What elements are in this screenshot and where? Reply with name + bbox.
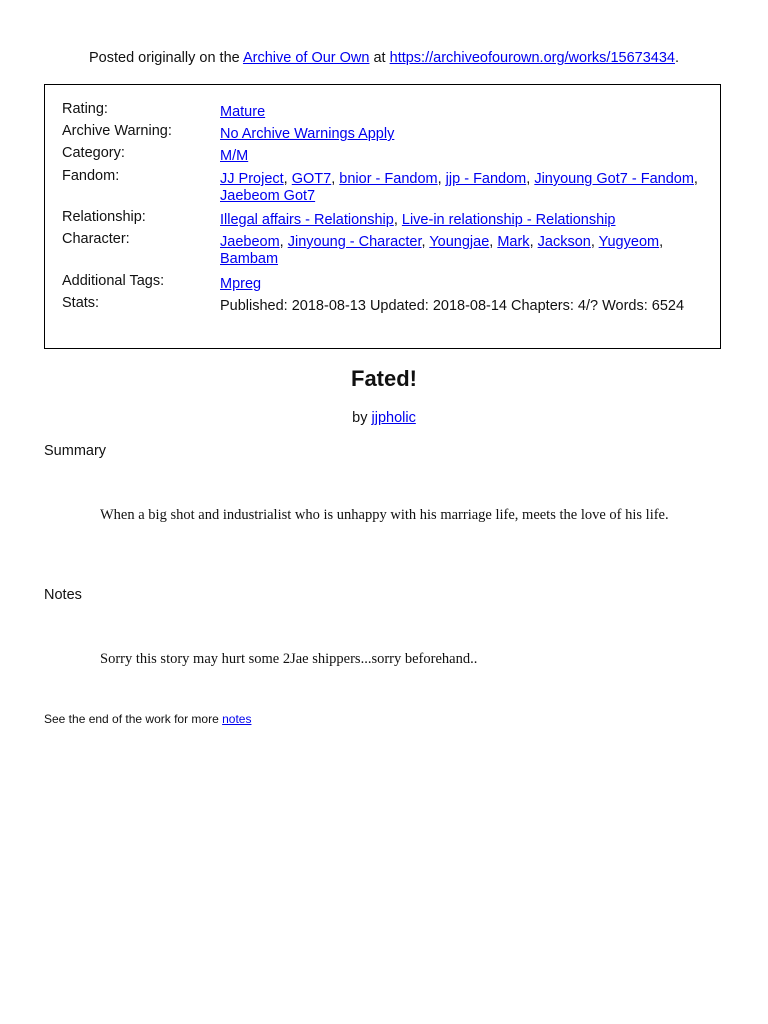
character-list: [220, 234, 710, 268]
fandom-link[interactable]: jjp - Fandom: [445, 171, 527, 187]
warning-link[interactable]: No Archive Warnings Apply: [220, 126, 395, 142]
archive-link[interactable]: Archive of Our Own: [242, 50, 370, 66]
category-link[interactable]: M/M: [220, 148, 249, 164]
separator: ,: [693, 171, 698, 187]
notes-text: Sorry this story may hurt some 2Jae shippers...sorry beforehand..: [100, 651, 478, 667]
relationship-label: Relationship:: [62, 209, 146, 225]
category-label: Category:: [62, 145, 125, 161]
fandom-label: Fandom:: [62, 168, 120, 184]
fandom-link[interactable]: Jinyoung Got7 - Fandom: [534, 171, 694, 187]
tag-link[interactable]: Mpreg: [220, 276, 262, 292]
work-meta-box: [44, 84, 721, 349]
fandom-list: [220, 171, 710, 205]
summary-heading: Summary: [44, 443, 107, 459]
rating-label: Rating:: [62, 101, 108, 117]
rating-link[interactable]: Mature: [220, 104, 266, 120]
separator: ,: [526, 171, 535, 187]
work-url-link[interactable]: https://archiveofourown.org/works/15673434: [389, 50, 675, 66]
end-notes-line: [44, 712, 251, 726]
posted-mid: at: [369, 50, 390, 66]
fandom-link[interactable]: Jaebeom Got7: [220, 188, 316, 204]
tags-label: Additional Tags:: [62, 273, 165, 289]
separator: ,: [331, 171, 340, 187]
character-label: Character:: [62, 231, 130, 247]
fandom-link[interactable]: bnior - Fandom: [339, 171, 438, 187]
end-notes-link[interactable]: notes: [222, 712, 252, 726]
separator: ,: [393, 212, 402, 228]
separator: ,: [283, 171, 292, 187]
character-link[interactable]: Jinyoung - Character: [287, 234, 422, 250]
warning-label: Archive Warning:: [62, 123, 172, 139]
fandom-link[interactable]: GOT7: [291, 171, 332, 187]
character-link[interactable]: Yugyeom: [598, 234, 660, 250]
separator: ,: [421, 234, 430, 250]
character-link[interactable]: Jaebeom: [220, 234, 280, 250]
posted-suffix: .: [674, 50, 679, 66]
summary-text: When a big shot and industrialist who is unhappy with his marriage life, meets the love of his life.: [100, 507, 669, 523]
work-title: Fated!: [351, 366, 417, 391]
author-link[interactable]: jjpholic: [371, 410, 416, 426]
relationship-link[interactable]: Illegal affairs - Relationship: [220, 212, 394, 228]
separator: ,: [590, 234, 599, 250]
separator: ,: [489, 234, 498, 250]
notes-heading: Notes: [44, 587, 82, 603]
by-label: by: [352, 410, 372, 426]
fandom-link[interactable]: JJ Project: [220, 171, 284, 187]
relationship-link[interactable]: Live-in relationship - Relationship: [401, 212, 616, 228]
separator: ,: [437, 171, 446, 187]
byline: [0, 410, 768, 426]
stats-label: Stats:: [62, 295, 100, 311]
stats-value: Published: 2018-08-13 Updated: 2018-08-14 Chapters: 4/? Words: 6524: [220, 298, 685, 314]
character-link[interactable]: Youngjae: [429, 234, 490, 250]
end-notes-text: See the end of the work for more: [44, 712, 223, 726]
posted-originally-line: [0, 50, 768, 66]
separator: ,: [529, 234, 538, 250]
character-link[interactable]: Jackson: [537, 234, 591, 250]
character-link[interactable]: Mark: [497, 234, 530, 250]
relationship-list: [220, 212, 710, 229]
posted-prefix: Posted originally on the: [88, 50, 243, 66]
separator: ,: [659, 234, 664, 250]
separator: ,: [279, 234, 288, 250]
character-link[interactable]: Bambam: [220, 251, 279, 267]
